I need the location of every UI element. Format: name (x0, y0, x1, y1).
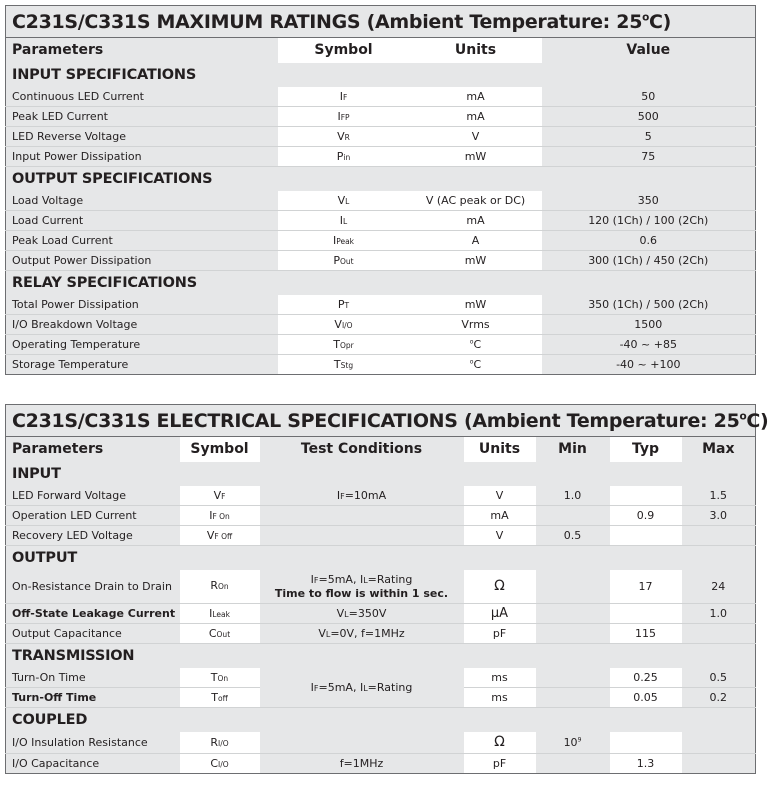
maximum-ratings-table (5, 5, 756, 375)
electrical-specifications-title: C231S/C331S ELECTRICAL SPECIFICATIONS (Ambient Temperature: 25$^o$C) (6, 405, 756, 437)
max-cell: 0.5 (682, 668, 756, 688)
symbol-cell: IPeak (278, 231, 410, 251)
condition-cell: f=1MHz (260, 754, 464, 774)
value-cell: 120 (1Ch) / 100 (2Ch) (542, 211, 756, 231)
symbol-cell: IF On (180, 506, 260, 526)
header-units: Units (410, 38, 542, 63)
param-cell: Storage Temperature (6, 355, 278, 375)
symbol-cell: VL (278, 191, 410, 211)
value-cell: 0.6 (542, 231, 756, 251)
value-cell: 1500 (542, 315, 756, 335)
typ-cell: 17 (610, 570, 682, 604)
param-cell: Off-State Leakage Current (6, 604, 180, 624)
param-cell: Total Power Dissipation (6, 295, 278, 315)
min-cell: $10^9$ (536, 732, 610, 754)
unit-cell: V (464, 526, 536, 546)
table-row (6, 732, 756, 754)
param-cell: Input Power Dissipation (6, 147, 278, 167)
max-cell (682, 754, 756, 774)
header-parameters: Parameters (6, 38, 278, 63)
param-cell: I/O Breakdown Voltage (6, 315, 278, 335)
value-cell: 50 (542, 87, 756, 107)
unit-cell: $^o$C (410, 335, 542, 355)
typ-cell (610, 526, 682, 546)
unit-cell: V (464, 486, 536, 506)
typ-cell: 1.3 (636, 757, 655, 770)
table-row (6, 486, 756, 506)
table-row (6, 107, 756, 127)
maximum-ratings-title: C231S/C331S MAXIMUM RATINGS (Ambient Temperature: 25$^o$C) (6, 6, 756, 38)
param-cell: Turn-On Time (6, 668, 180, 688)
section-title-coupled: COUPLED (6, 708, 756, 732)
table-row (6, 335, 756, 355)
typ-cell: 0.25 (610, 668, 682, 688)
unit-cell: mA (464, 506, 536, 526)
min-cell (536, 668, 610, 688)
unit-cell: pF (492, 757, 507, 770)
symbol-cell: PT (278, 295, 410, 315)
header-test-conditions: Test Conditions (260, 437, 464, 462)
header-row (6, 38, 756, 63)
unit-cell: Ω (464, 570, 536, 604)
value-cell: 75 (542, 147, 756, 167)
symbol-cell: CI/O (210, 757, 229, 770)
header-typ: Typ (610, 437, 682, 462)
header-min: Min (536, 437, 610, 462)
param-cell: Operating Temperature (6, 335, 278, 355)
symbol-cell: VF (180, 486, 260, 506)
table-row (6, 506, 756, 526)
min-cell (536, 688, 610, 708)
table-row (6, 231, 756, 251)
table-row (6, 668, 756, 688)
param-cell: Load Current (6, 211, 278, 231)
symbol-cell: TOn (180, 668, 260, 688)
unit-cell: ms (464, 688, 536, 708)
typ-cell (610, 486, 682, 506)
table-row (6, 211, 756, 231)
symbol-cell: ILeak (180, 604, 260, 624)
table-row (6, 570, 756, 604)
table-title-row (6, 6, 756, 38)
symbol-cell: IL (278, 211, 410, 231)
unit-cell: μA (464, 604, 536, 624)
param-cell: Output Power Dissipation (6, 251, 278, 271)
header-parameters: Parameters (6, 437, 180, 462)
max-cell: 3.0 (682, 506, 756, 526)
value-cell: 350 (1Ch) / 500 (2Ch) (542, 295, 756, 315)
max-cell (682, 526, 756, 546)
table-row (6, 315, 756, 335)
typ-cell (610, 604, 682, 624)
electrical-specifications-table (5, 404, 768, 774)
section-title-input: INPUT (6, 462, 756, 486)
max-cell: 24 (682, 570, 756, 604)
table-row (6, 604, 756, 624)
header-units: Units (464, 437, 536, 462)
table-row (6, 355, 756, 375)
param-cell: Continuous LED Current (6, 87, 278, 107)
unit-cell: mW (410, 147, 542, 167)
section-title: INPUT SPECIFICATIONS (6, 63, 756, 87)
param-cell: Recovery LED Voltage (6, 526, 180, 546)
symbol-cell: VR (278, 127, 410, 147)
param-cell: Operation LED Current (6, 506, 180, 526)
symbol-cell: TStg (333, 358, 354, 371)
param-cell: I/O Insulation Resistance (6, 732, 180, 754)
typ-cell: 0.05 (610, 688, 682, 708)
param-cell: LED Reverse Voltage (6, 127, 278, 147)
value-cell: -40 ~ +85 (542, 335, 756, 355)
symbol-cell: VF Off (180, 526, 260, 546)
header-value: Value (542, 38, 756, 63)
max-cell (682, 624, 756, 644)
unit-cell: $^o$C (469, 358, 482, 371)
table-row (6, 624, 756, 644)
condition-cell: IF=5mA, IL=Rating Time to flow is within 1 sec. (260, 570, 464, 604)
min-cell (536, 570, 610, 604)
condition-cell (260, 526, 464, 546)
symbol-cell: POut (278, 251, 410, 271)
max-cell: 1.0 (682, 604, 756, 624)
param-cell: I/O Capacitance (6, 754, 180, 774)
unit-cell: A (410, 231, 542, 251)
value-cell: 350 (542, 191, 756, 211)
table-row (6, 754, 756, 774)
symbol-cell: VI/O (278, 315, 410, 335)
symbol-cell: TOpr (278, 335, 410, 355)
symbol-cell: Pin (278, 147, 410, 167)
symbol-cell: Toff (180, 688, 260, 708)
symbol-cell: IFP (278, 107, 410, 127)
section-row (6, 644, 756, 668)
symbol-cell: RI/O (180, 732, 260, 754)
param-cell: Output Capacitance (6, 624, 180, 644)
table-title-row (6, 405, 756, 437)
value-cell: 5 (542, 127, 756, 147)
header-max: Max (682, 437, 756, 462)
value-cell: 500 (542, 107, 756, 127)
param-cell: Turn-Off Time (6, 688, 180, 708)
table-row (6, 147, 756, 167)
value-cell: 300 (1Ch) / 450 (2Ch) (542, 251, 756, 271)
table-row (6, 87, 756, 107)
section-row (6, 546, 756, 570)
section-row (6, 63, 756, 87)
param-cell: LED Forward Voltage (6, 486, 180, 506)
table-row (6, 127, 756, 147)
unit-cell: V (410, 127, 542, 147)
max-cell: 1.5 (682, 486, 756, 506)
unit-cell: mA (410, 107, 542, 127)
unit-cell: Ω (464, 732, 536, 754)
section-title: OUTPUT SPECIFICATIONS (6, 167, 756, 191)
table-row (6, 526, 756, 546)
section-row (6, 462, 756, 486)
symbol-cell: COut (180, 624, 260, 644)
condition-cell: IF=10mA (260, 486, 464, 506)
unit-cell: mW (410, 251, 542, 271)
symbol-cell: ROn (180, 570, 260, 604)
header-row (6, 437, 756, 462)
table-row (6, 191, 756, 211)
param-cell: Peak Load Current (6, 231, 278, 251)
min-cell: 1.0 (536, 486, 610, 506)
min-cell (536, 604, 610, 624)
unit-cell: mA (410, 211, 542, 231)
typ-cell: 115 (610, 624, 682, 644)
section-row (6, 167, 756, 191)
max-cell (682, 732, 756, 754)
unit-cell: pF (464, 624, 536, 644)
unit-cell: Vrms (410, 315, 542, 335)
symbol-cell: IF (278, 87, 410, 107)
typ-cell (610, 732, 682, 754)
min-cell (536, 624, 610, 644)
section-row (6, 708, 756, 732)
header-symbol: Symbol (278, 38, 410, 63)
table-row (6, 251, 756, 271)
condition-cell (260, 506, 464, 526)
typ-cell: 0.9 (610, 506, 682, 526)
section-title-output: OUTPUT (6, 546, 756, 570)
condition-cell: VL=0V, f=1MHz (260, 624, 464, 644)
condition-cell: VL=350V (260, 604, 464, 624)
min-cell (536, 754, 610, 774)
value-cell: -40 ~ +100 (542, 355, 756, 375)
condition-cell: IF=5mA, IL=Rating (260, 668, 464, 708)
table-row (6, 295, 756, 315)
param-cell: Load Voltage (6, 191, 278, 211)
condition-cell (260, 732, 464, 754)
unit-cell: ms (464, 668, 536, 688)
unit-cell: mA (410, 87, 542, 107)
min-cell (536, 506, 610, 526)
unit-cell: mW (410, 295, 542, 315)
param-cell: On-Resistance Drain to Drain (6, 570, 180, 604)
max-cell: 0.2 (682, 688, 756, 708)
section-title-transmission: TRANSMISSION (6, 644, 756, 668)
section-row (6, 271, 756, 295)
header-symbol: Symbol (180, 437, 260, 462)
min-cell: 0.5 (536, 526, 610, 546)
section-title: RELAY SPECIFICATIONS (6, 271, 756, 295)
param-cell: Peak LED Current (6, 107, 278, 127)
unit-cell: V (AC peak or DC) (410, 191, 542, 211)
